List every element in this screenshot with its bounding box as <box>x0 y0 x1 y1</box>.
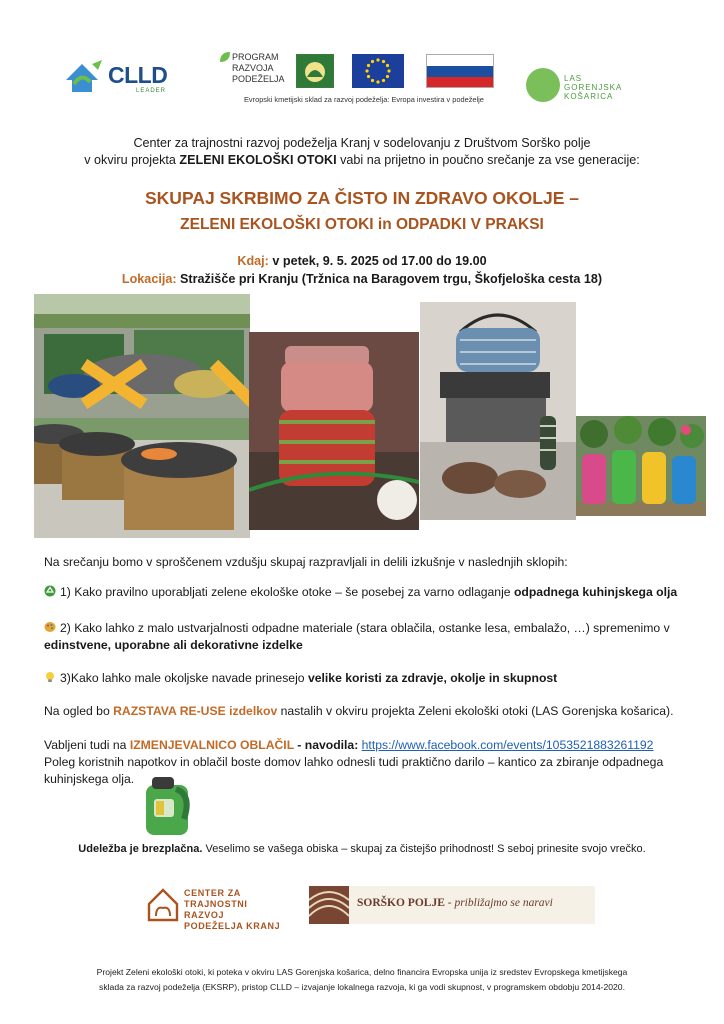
intro-line-2-post: vabi na prijetno in poučno srečanje za vse generacije: <box>336 153 640 167</box>
when-label: Kdaj: <box>237 254 269 268</box>
exhibition-pre: Na ogled bo <box>44 704 114 718</box>
funding-footer <box>50 965 674 995</box>
project-name: ZELENI EKOLOŠKI OTOKI <box>179 153 337 167</box>
photo-crochet-jar <box>249 332 419 530</box>
event-details <box>0 252 724 288</box>
event-where <box>0 270 724 288</box>
photo-boot-planters <box>576 416 706 516</box>
exhibition <box>44 703 684 720</box>
program-line-2: RAZVOJA <box>232 63 274 73</box>
center-line-3: PODEŽELJA KRANJ <box>184 921 281 931</box>
clld-wordmark: CLLD <box>108 62 168 88</box>
sorsko-polje-wordmark <box>357 897 553 909</box>
where-label: Lokacija: <box>121 272 177 286</box>
topic-3-text: 3)Kako lahko male okoljske navade prinesejo <box>60 671 308 685</box>
eu-stars-icon <box>352 54 404 88</box>
topic-3 <box>44 670 684 687</box>
exhibition-post: nastalih v okviru projekta Zeleni ekološki otoki (LAS Gorenjska košarica). <box>277 704 674 718</box>
free-entry-bold: Udeležba je brezplačna. <box>78 843 203 855</box>
topic-1 <box>44 584 684 601</box>
center-logo <box>146 886 286 931</box>
clld-logo <box>62 56 186 100</box>
swap-pre: Vabljeni tudi na <box>44 738 130 752</box>
clld-subtitle: LEADER <box>136 88 167 94</box>
swap-line-3: kuhinjskega olja. <box>44 772 135 786</box>
leader-logo <box>296 54 334 88</box>
topic-2-bold: edinstvene, uporabne ali dekorativne izdelke <box>44 638 303 652</box>
topic-1-bold: odpadnega kuhinjskega olja <box>513 585 678 599</box>
intro-line-1: Center za trajnostni razvoj podeželja Kranj v sodelovanju z Društvom Sorško polje <box>133 136 591 150</box>
las-logo <box>526 68 636 108</box>
field-furrows-icon <box>309 886 349 924</box>
leaf-icon <box>218 50 232 64</box>
photo-waste-bins <box>34 294 250 538</box>
recycle-icon <box>44 585 56 597</box>
free-entry-note <box>0 843 724 855</box>
event-when <box>0 252 724 270</box>
clld-mark-icon <box>62 58 104 96</box>
where-value: Stražišče pri Kranju (Tržnica na Baragovem trgu, Škofjeloška cesta 18) <box>176 272 603 286</box>
program-line-1: PROGRAM <box>232 52 279 62</box>
footer-line-2: sklada za razvoj podeželja (EKSRP), pristop CLLD – izvajanje lokalnega razvoja, ki ga vodi skupnost, v programskem obdobju 2014-2020. <box>99 982 625 992</box>
sp-name: SORŠKO POLJE <box>357 897 445 909</box>
logo-row <box>0 48 724 114</box>
event-subtitle: ZELENI EKOLOŠKI OTOKI in ODPADKI V PRAKSI <box>180 216 544 233</box>
las-line-1: LAS <box>564 74 583 83</box>
center-line-2: TRAJNOSTNI RAZVOJ <box>184 899 248 920</box>
fund-note: Evropski kmetijski sklad za razvoj podeželja: Evropa investira v podeželje <box>244 95 484 104</box>
swap-dash: - <box>293 738 305 752</box>
intro-line-2-pre: v okviru projekta <box>84 153 180 167</box>
leader-mark-icon <box>297 55 333 87</box>
program-line-3: PODEŽELJA <box>232 74 285 84</box>
photo-reuse-products <box>420 302 576 520</box>
event-title: SKUPAJ SKRBIMO ZA ČISTO IN ZDRAVO OKOLJE – <box>145 188 579 208</box>
program-razvoja-logo <box>218 50 288 94</box>
topic-3-bold: velike koristi za zdravje, okolje in skupnost <box>307 671 558 685</box>
lightbulb-icon <box>44 671 56 683</box>
topic-2 <box>44 620 684 654</box>
intro-line-2 <box>0 152 724 169</box>
center-line-1: CENTER ZA <box>184 888 241 898</box>
exhibition-bold: RAZSTAVA RE-USE izdelkov <box>113 704 278 718</box>
free-entry-text: Veselimo se vašega obiska – skupaj za čistejšo prihodnost! S seboj prinesite svojo vrečko. <box>202 843 646 855</box>
swap-line-2: Poleg koristnih napotkov in oblačil boste domov lahko odnesli tudi praktično darilo – kantico za zbiranje odpadnega <box>44 755 664 769</box>
oil-canister-image <box>140 775 196 837</box>
body-lead: Na srečanju bomo v sproščenem vzdušju skupaj razpravljali in delili izkušnje v naslednjih sklopih: <box>44 555 568 569</box>
topic-2-text: 2) Kako lahko z malo ustvarjalnosti odpadne materiale (stara oblačila, ostanke lesa, embalažo, …) spremenimo v <box>60 621 670 635</box>
palette-icon <box>44 621 56 633</box>
sp-tagline: - približajmo se naravi <box>444 897 553 909</box>
slovenia-flag <box>426 54 494 88</box>
footer-line-1: Projekt Zeleni ekološki otoki, ki poteka v okviru LAS Gorenjska košarica, delno financira Evropska unija iz sredstev Evropskega kmetijskega <box>96 967 628 977</box>
las-line-2: GORENJSKA <box>564 83 623 92</box>
swap-bold: IZMENJEVALNICO OBLAČIL <box>129 738 294 752</box>
intro <box>0 135 724 169</box>
eu-flag <box>352 54 404 88</box>
topic-1-text: 1) Kako pravilno uporabljati zelene ekološke otoke – še posebej za varno odlaganje <box>60 585 514 599</box>
las-circle-icon <box>526 68 560 102</box>
facebook-event-link[interactable]: https://www.facebook.com/events/1053521883261192 <box>361 738 654 752</box>
house-hands-icon <box>146 886 180 922</box>
las-line-3: KOŠARICA <box>564 92 614 101</box>
swap-instructions-label: navodila: <box>304 738 359 752</box>
when-value: v petek, 9. 5. 2025 od 17.00 do 19.00 <box>268 254 487 268</box>
sorsko-polje-logo <box>309 886 595 924</box>
